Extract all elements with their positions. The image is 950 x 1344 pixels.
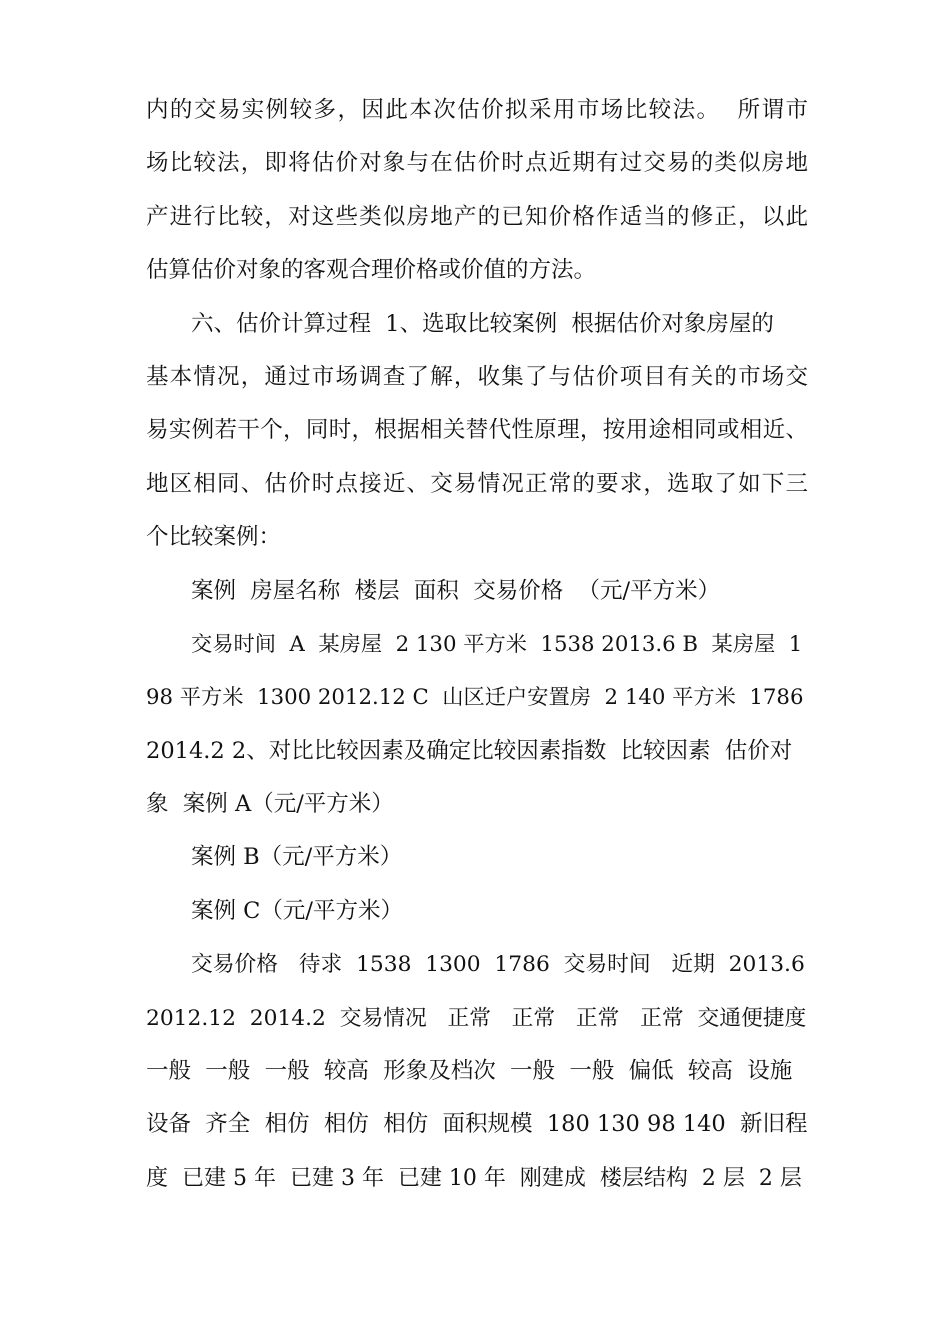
text-line: 场比较法，即将估价对象与在估价时点近期有过交易的类似房地 [146, 150, 808, 177]
text-line: 产进行比较，对这些类似房地产的已知价格作适当的修正，以此 [146, 203, 808, 230]
text-line: 地区相同、估价时点接近、交易情况正常的要求，选取了如下三 [146, 470, 808, 497]
text-line: 个比较案例： [146, 524, 282, 551]
text-line: 案例 B（元/平方米） [191, 844, 403, 871]
text-line: 六、估价计算过程 1、选取比较案例 根据估价对象房屋的 [191, 310, 774, 337]
text-line: 度 已建 5 年 已建 3 年 已建 10 年 刚建成 楼层结构 2 层 2 层 [146, 1165, 802, 1191]
text-line: 设备 齐全 相仿 相仿 相仿 面积规模 180 130 98 140 新旧程 [146, 1111, 808, 1138]
text-line: 交易时间 A 某房屋 2 130 平方米 1538 2013.6 B 某房屋 1 [191, 631, 803, 657]
text-line: 案例 房屋名称 楼层 面积 交易价格 （元/平方米） [191, 577, 721, 604]
text-line: 基本情况，通过市场调查了解，收集了与估价项目有关的市场交 [146, 363, 808, 390]
body-text [146, 84, 808, 1205]
text-line: 98 平方米 1300 2012.12 C 山区迁户安置房 2 140 平方米 1786 [146, 685, 804, 711]
text-line: 一般 一般 一般 较高 形象及档次 一般 一般 偏低 较高 设施 [146, 1058, 793, 1085]
text-line: 2014.2 2、对比比较因素及确定比较因素指数 比较因素 估价对 [146, 737, 793, 764]
text-line: 内的交易实例较多，因此本次估价拟采用市场比较法。 所谓市 [146, 97, 808, 123]
text-line: 易实例若干个，同时，根据相关替代性原理，按用途相同或相近、 [146, 417, 808, 444]
text-line: 案例 C（元/平方米） [191, 897, 403, 924]
text-line: 象 案例 A（元/平方米） [146, 791, 394, 818]
text-line: 2012.12 2014.2 交易情况 正常 正常 正常 正常 交通便捷度 [146, 1005, 807, 1031]
text-line: 交易价格 待求 1538 1300 1786 交易时间 近期 2013.6 [191, 952, 805, 978]
text-line: 估算估价对象的客观合理价格或价值的方法。 [146, 257, 597, 284]
